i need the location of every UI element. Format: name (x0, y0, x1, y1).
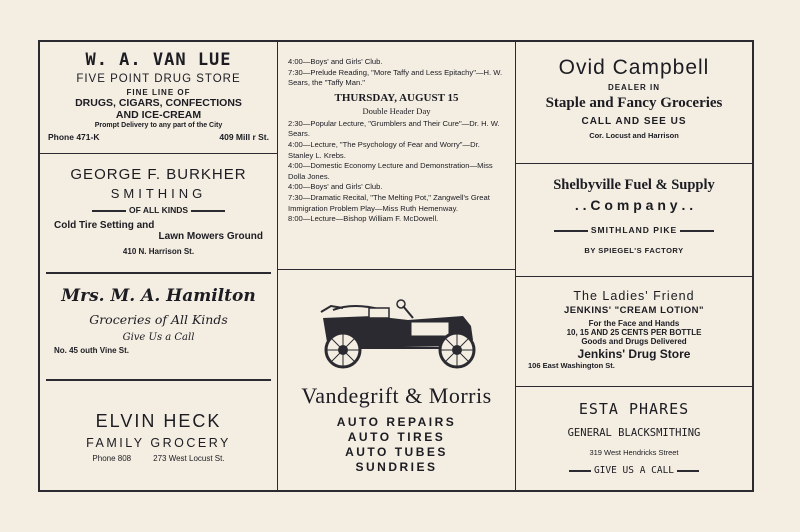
ad-phares (516, 387, 752, 494)
middle-column (277, 42, 516, 490)
burkher-kinds: OF ALL KINDS (128, 205, 189, 215)
program-day-subtitle: Double Header Day (362, 105, 431, 116)
van-lue-name: W. A. VAN LUE (85, 50, 232, 70)
program-line: 2:30—Popular Lecture, "Grumblers and Their Cure"—Dr. H. W. Sears. (288, 118, 500, 139)
phares-cta: GIVE US A CALL (593, 465, 675, 476)
jenkins-delivered: Goods and Drugs Delivered (581, 337, 687, 346)
jenkins-product: JENKINS' "CREAM LOTION" (564, 305, 704, 316)
fuel-pike: SMITHLAND PIKE (590, 225, 678, 235)
jenkins-store: Jenkins' Drug Store (577, 347, 691, 361)
program-line: 7:30—Prelude Reading, "More Taffy and Less Epitachy"—H. W. Sears, the "Taffy Man." (288, 67, 503, 88)
hamilton-name: Mrs. M. A. Hamilton (61, 286, 256, 306)
burkher-line2: Lawn Mowers Ground (158, 231, 263, 242)
program-line: 4:00—Boys' and Girls' Club. (288, 182, 383, 192)
heck-phone: Phone 808 (92, 454, 132, 463)
van-lue-fine-line: FINE LINE OF (126, 88, 191, 97)
van-lue-goods: DRUGS, CIGARS, CONFECTIONS (75, 97, 242, 109)
hamilton-address: No. 45 outh Vine St. (54, 346, 129, 355)
hamilton-line2: Give Us a Call (122, 332, 195, 343)
right-column (516, 42, 752, 490)
hamilton-line1: Groceries of All Kinds (89, 312, 228, 327)
campbell-role: DEALER IN (607, 83, 661, 92)
phares-name: ESTA PHARES (578, 400, 690, 418)
van-lue-phone: Phone 471-K (48, 132, 100, 142)
burkher-address: 410 N. Harrison St. (122, 247, 195, 256)
program-line: 4:00—Domestic Economy Lecture and Demonstration—Miss Dolla Jones. (288, 161, 493, 181)
program-line: 4:00—Lecture, "The Psychology of Fear and Worry"—Dr. Stanley L. Krebs. (288, 139, 480, 160)
fuel-company: . . C o m p a n y . . (574, 197, 694, 213)
burkher-line1: Cold Tire Setting and (54, 220, 155, 231)
campbell-name: Ovid Campbell (558, 56, 710, 79)
phares-address: 319 West Hendricks Street (589, 448, 679, 457)
ad-jenkins (516, 277, 752, 387)
heck-name: ELVIN HECK (95, 411, 222, 431)
jenkins-use: For the Face and Hands (588, 319, 680, 328)
ad-vandegrift (278, 270, 515, 494)
ad-burkher (40, 154, 277, 272)
program-line: 7:30—Dramatic Recital, "The Melting Pot," Zangwell's Great Immigration Problem Play—Miss Ruth Hemenway. (288, 192, 490, 213)
vandegrift-service: SUNDRIES (355, 460, 438, 474)
burkher-trade: SMITHING (110, 186, 207, 201)
vandegrift-service: AUTO TUBES (345, 445, 448, 459)
ad-campbell (516, 42, 752, 164)
ad-van-lue (40, 42, 277, 154)
program-schedule (278, 42, 515, 270)
burkher-name: GEORGE F. BURKHER (70, 166, 247, 183)
campbell-goods: Staple and Fancy Groceries (545, 95, 723, 111)
jenkins-heading: The Ladies' Friend (573, 289, 695, 303)
vandegrift-name: Vandegrift & Morris (301, 383, 492, 408)
vandegrift-service: AUTO TIRES (347, 430, 446, 444)
van-lue-store: FIVE POINT DRUG STORE (76, 73, 241, 85)
ad-shelbyville-fuel (516, 164, 752, 277)
fuel-factory: BY SPIEGEL'S FACTORY (584, 246, 684, 255)
ad-heck (40, 381, 277, 494)
automobile-illustration (313, 288, 485, 378)
ad-hamilton (40, 274, 277, 378)
van-lue-goods2: AND ICE-CREAM (115, 109, 202, 121)
left-column (40, 42, 277, 490)
jenkins-price: 10, 15 AND 25 CENTS PER BOTTLE (566, 328, 702, 337)
jenkins-address: 106 East Washington St. (528, 361, 615, 370)
heck-trade: FAMILY GROCERY (86, 436, 231, 450)
program-line: 8:00—Lecture—Bishop William F. McDowell. (288, 214, 439, 224)
van-lue-address: 409 Mill r St. (219, 132, 269, 142)
phares-trade: GENERAL BLACKSMITHING (567, 427, 701, 439)
campbell-address: Cor. Locust and Harrison (589, 131, 679, 140)
vandegrift-service: AUTO REPAIRS (336, 415, 457, 429)
program-day-title: THURSDAY, AUGUST 15 (334, 91, 459, 104)
advertisement-page (38, 40, 754, 492)
program-line: 4:00—Boys' and Girls' Club. (288, 57, 383, 66)
van-lue-delivery: Prompt Delivery to any part of the City (94, 122, 223, 129)
heck-address: 273 West Locust St. (153, 454, 225, 463)
campbell-cta: CALL AND SEE US (581, 116, 687, 127)
fuel-name: Shelbyville Fuel & Supply (553, 177, 715, 193)
